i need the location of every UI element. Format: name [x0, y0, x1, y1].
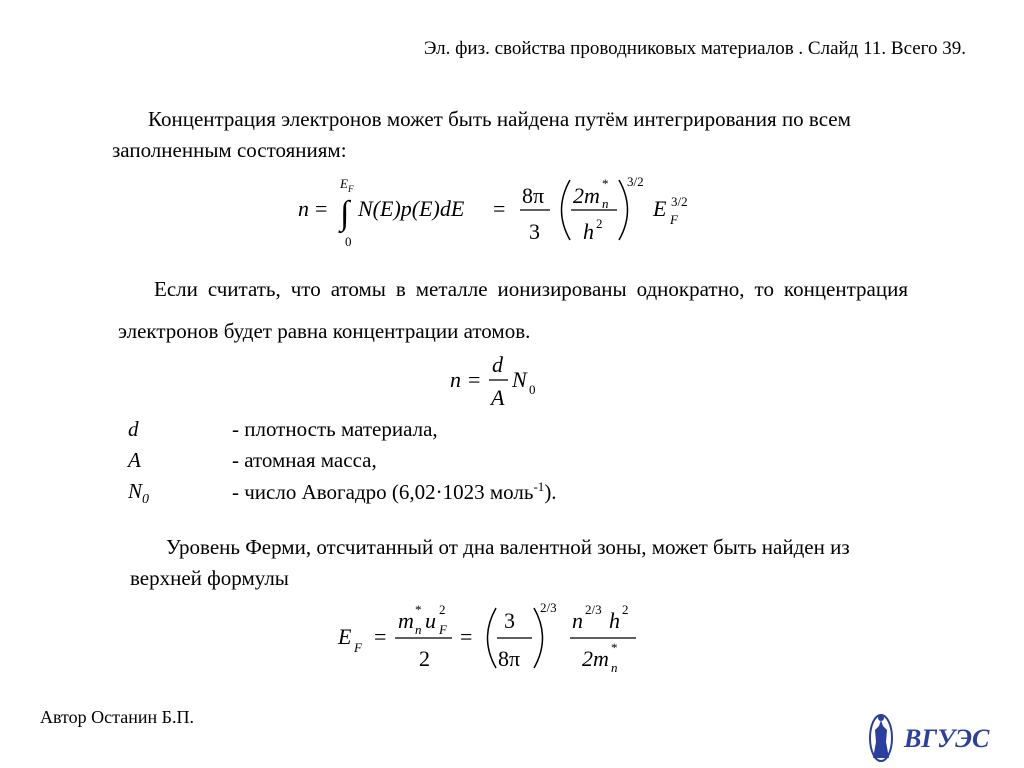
- f1-paren-num-sup: *: [602, 176, 609, 191]
- legend-symbol-sub: 0: [142, 492, 150, 508]
- f3-paren-num: 3: [504, 608, 515, 633]
- f2-rhs: N: [512, 367, 527, 392]
- formula-atom-concentration: [440, 350, 560, 414]
- author-credit: Автор Останин Б.П.: [40, 707, 194, 727]
- f1-frac-den: 3: [529, 219, 540, 244]
- legend-description: - атомная масса,: [232, 448, 377, 472]
- f1-paren-den-sup: 2: [596, 216, 603, 231]
- f3-paren-den: 8π: [498, 646, 521, 671]
- f2-n: n: [450, 367, 461, 392]
- f3-left-paren: [488, 608, 497, 668]
- f3-num3-n: n: [572, 608, 583, 633]
- f3-num3-n-sup: 2/3: [585, 602, 602, 617]
- f3-num-u: u: [425, 608, 436, 633]
- f3-num3-h: h: [609, 608, 620, 633]
- f1-paren-num-sub: n: [602, 196, 609, 211]
- f1-lower-limit: 0: [345, 234, 352, 249]
- paragraph-fermi-level-text: Уровень Ферми, отсчитанный от дна валентной зоны, может быть найден из верхней формулы: [130, 535, 850, 590]
- f3-num-m-sub: n: [415, 622, 422, 637]
- f1-eq: =: [315, 196, 328, 221]
- legend-symbol: A: [128, 448, 141, 472]
- f3-num-m: m: [398, 608, 414, 633]
- f1-right-paren: [619, 180, 628, 240]
- f3-paren-exp: 2/3: [540, 600, 557, 615]
- logo-text: ВГУЭС: [904, 724, 990, 753]
- legend-symbol: d: [128, 417, 139, 441]
- legend-description-end: ).: [544, 480, 557, 504]
- f1-upper-limit-sub: F: [348, 184, 354, 194]
- f1-n: n: [298, 196, 309, 221]
- f3-right-paren: [534, 608, 543, 668]
- f2-eq: =: [468, 367, 481, 392]
- f1-rhs-sub: F: [670, 212, 678, 227]
- paragraph-integration: [112, 104, 912, 166]
- f2-den: A: [491, 385, 505, 410]
- f3-den3-sup: *: [611, 640, 618, 655]
- f3-den3: 2m: [582, 646, 609, 671]
- f1-integral-sign: ∫: [340, 195, 350, 232]
- f2-num: d: [492, 352, 503, 377]
- f1-rhs: E: [653, 196, 667, 221]
- f3-num-u-sub: F: [439, 622, 447, 637]
- f1-left-paren: [562, 180, 571, 240]
- formula-concentration-integral: [290, 168, 710, 252]
- legend-description-main: - число Авогадро (6,02·1023 моль: [232, 480, 534, 504]
- f3-eq2: =: [460, 624, 473, 649]
- paragraph-fermi-level: [130, 532, 910, 594]
- legend-description: [232, 479, 557, 505]
- legend-symbol-main: N: [128, 479, 143, 503]
- paragraph-ionization: [118, 268, 908, 352]
- f1-paren-num: 2m: [573, 183, 600, 208]
- f1-upper-limit: E: [340, 176, 348, 191]
- f3-lhs-sub: F: [354, 640, 362, 655]
- f3-num-u-sup: 2: [439, 602, 446, 617]
- f3-num3-h-sup: 2: [622, 602, 629, 617]
- formula-fermi-level: [332, 600, 648, 680]
- paragraph-integration-text: Концентрация электронов может быть найдена путём интегрирования по всем заполненным состояниям:: [112, 107, 851, 162]
- legend-description-sup: -1: [533, 479, 545, 494]
- f3-den1: 2: [419, 646, 430, 671]
- paragraph-ionization-text: Если считать, что атомы в металле ионизированы однократно, то концентрация электронов будет равна концентрации атомов.: [118, 277, 908, 343]
- f1-paren-den: h: [583, 219, 594, 244]
- slide-header: Эл. физ. свойства проводниковых материалов . Слайд 11. Всего 39.: [423, 38, 966, 59]
- legend-symbol: [128, 479, 149, 508]
- f1-outer-exp: 3/2: [627, 174, 644, 189]
- f3-lhs: E: [338, 624, 352, 649]
- f3-eq: =: [374, 624, 387, 649]
- vgues-logo: [864, 712, 992, 764]
- f1-eq2: =: [493, 196, 506, 221]
- f2-rhs-sub: 0: [529, 382, 536, 397]
- f1-rhs-exp: 3/2: [671, 194, 688, 209]
- f1-frac-num: 8π: [522, 183, 545, 208]
- f3-den3-sub: n: [611, 660, 618, 675]
- f3-num-m-sup: *: [415, 602, 422, 617]
- f1-integrand: N(E)p(E)dE: [358, 196, 465, 221]
- statue-emblem-icon: [870, 715, 892, 761]
- legend-description: - плотность материала,: [232, 417, 438, 441]
